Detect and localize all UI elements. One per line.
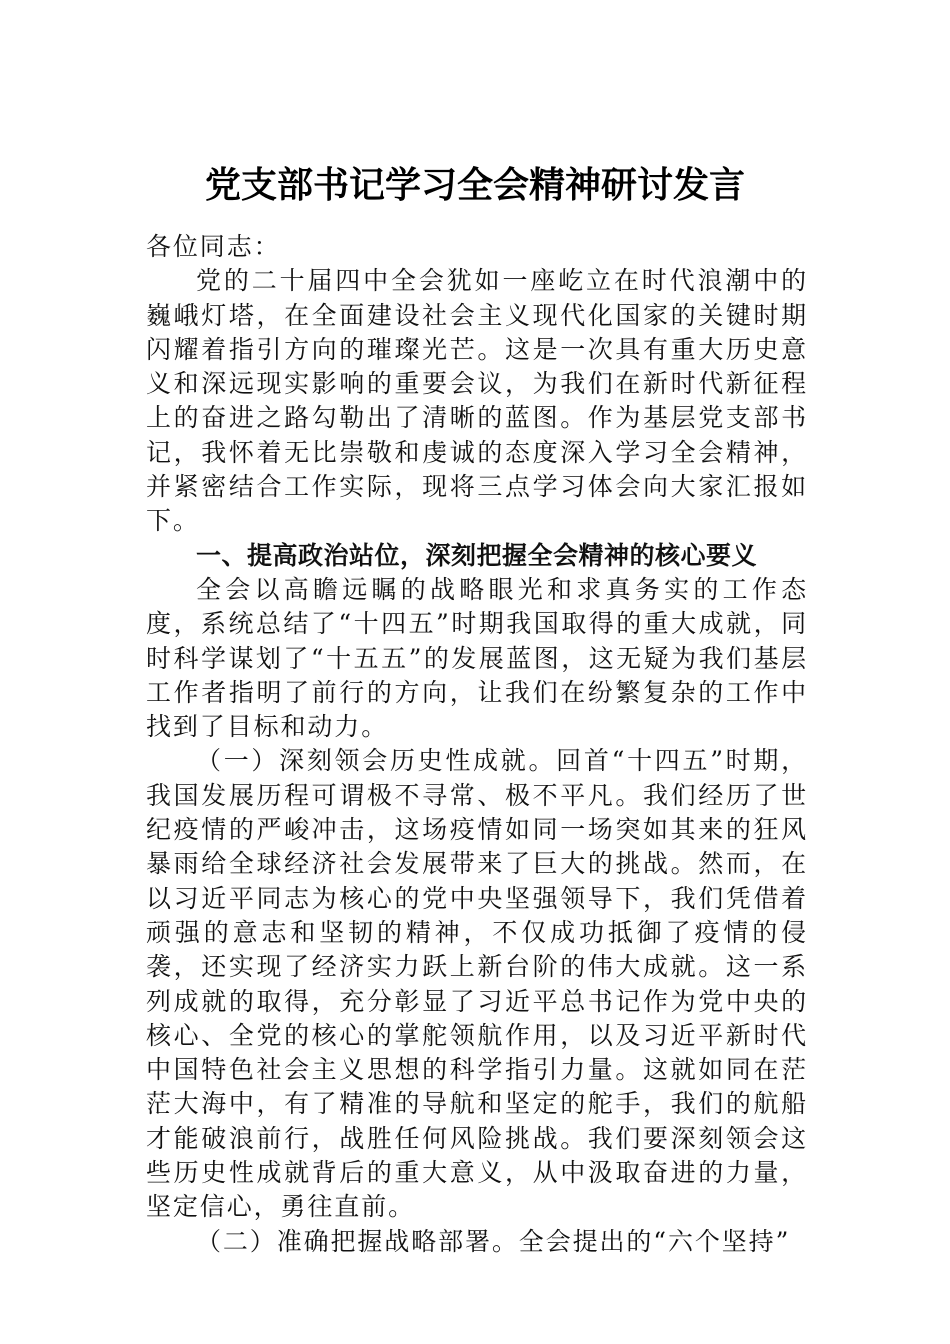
document-body xyxy=(146,230,808,1259)
subsection-2-paragraph: （二）准确把握战略部署。全会提出的“六个坚持” xyxy=(196,1226,791,1256)
subsection-1-paragraph: （一）深刻领会历史性成就。回首“十四五”时期，我国发展历程可谓极不寻常、极不平凡。我们经历了世纪疫情的严峻冲击，这场疫情如同一场突如其来的狂风暴雨给全球经济社会发展带来了巨大的挑战。然而，在以习近平同志为核心的党中央坚强领导下，我们凭借着顽强的意志和坚韧的精神，不仅成功抵御了疫情的侵袭，还实现了经济实力跃上新台阶的伟大成就。这一系列成就的取得，充分彰显了习近平总书记作为党中央的核心、全党的核心的掌舵领航作用，以及习近平新时代中国特色社会主义思想的科学指引力量。这就如同在茫茫大海中，有了精准的导航和坚定的舵手，我们的航船才能破浪前行，战胜任何风险挑战。我们要深刻领会这些历史性成就背后的重大意义，从中汲取奋进的力量，坚定信心，勇往直前。 xyxy=(146,746,808,1222)
section-1-paragraph: 全会以高瞻远瞩的战略眼光和求真务实的工作态度，系统总结了“十四五”时期我国取得的重大成就，同时科学谋划了“十五五”的发展蓝图，这无疑为我们基层工作者指明了前行的方向，让我们在纷繁复杂的工作中找到了目标和动力。 xyxy=(146,574,808,742)
salutation: 各位同志： xyxy=(146,232,281,261)
intro-paragraph: 党的二十届四中全会犹如一座屹立在时代浪潮中的巍峨灯塔，在全面建设社会主义现代化国家的关键时期闪耀着指引方向的璀璨光芒。这是一次具有重大历史意义和深远现实影响的重要会议，为我们在新时代新征程上的奋进之路勾勒出了清晰的蓝图。作为基层党支部书记，我怀着无比崇敬和虔诚的态度深入学习全会精神，并紧密结合工作实际，现将三点学习体会向大家汇报如下。 xyxy=(146,266,808,536)
section-heading-1: 一、提高政治站位，深刻把握全会精神的核心要义 xyxy=(196,540,758,570)
document-title: 党支部书记学习全会精神研讨发言 xyxy=(204,164,745,206)
